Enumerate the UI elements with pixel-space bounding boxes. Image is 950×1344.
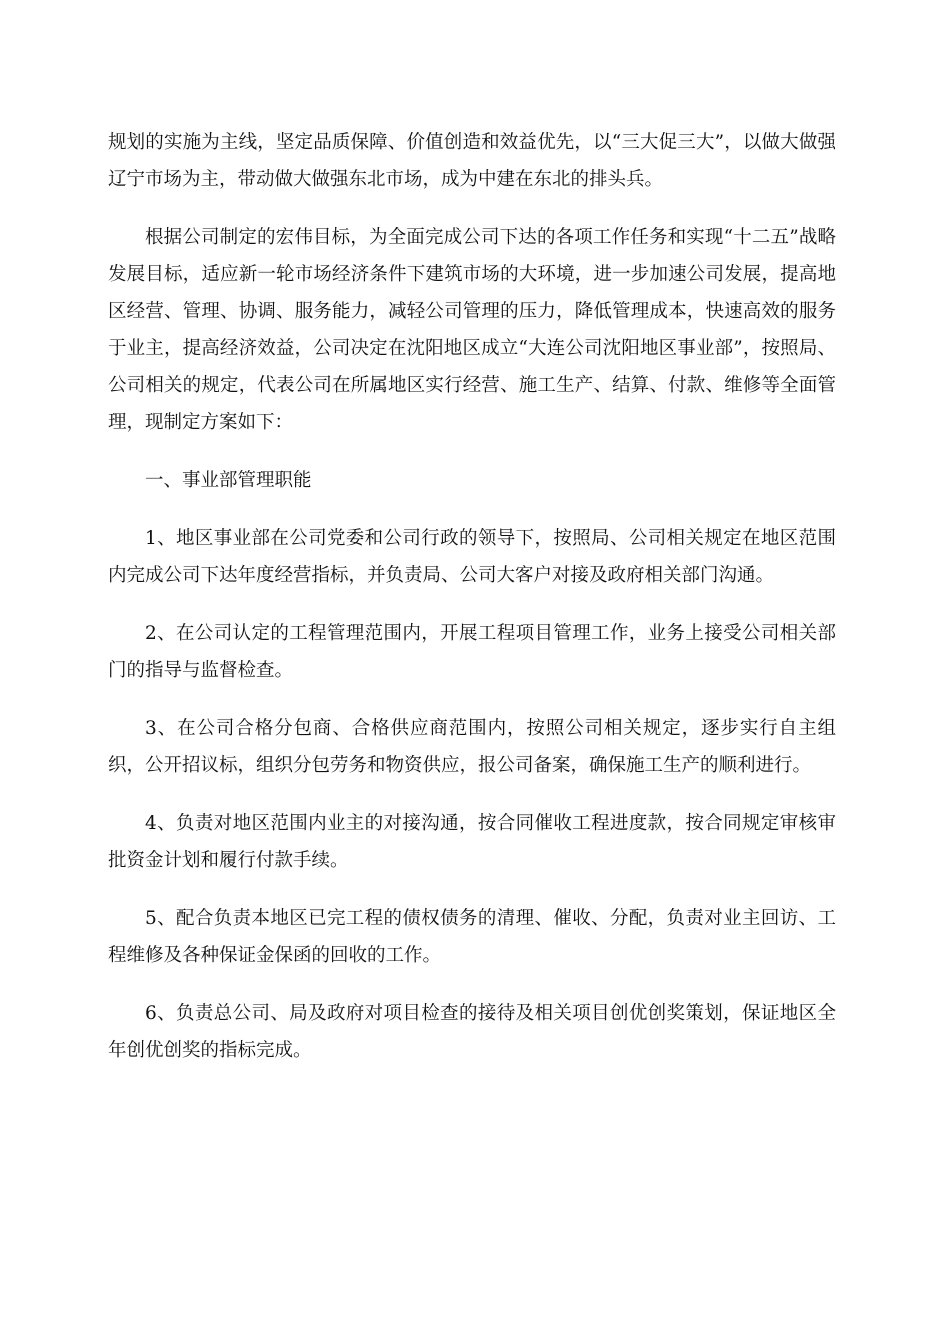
section-heading: 一、事业部管理职能: [145, 470, 312, 491]
document-body: [108, 124, 836, 1090]
list-item-6: 6、负责总公司、局及政府对项目检查的接待及相关项目创优创奖策划，保证地区全年创优创奖的指标完成。: [108, 1003, 836, 1061]
paragraph-intro: 根据公司制定的宏伟目标，为全面完成公司下达的各项工作任务和实现“十二五”战略发展目标，适应新一轮市场经济条件下建筑市场的大环境，进一步加速公司发展，提高地区经营、管理、协调、服务能力，减轻公司管理的压力，降低管理成本，快速高效的服务于业主，提高经济效益，公司决定在沈阳地区成立“大连公司沈阳地区事业部”，按照局、公司相关的规定，代表公司在所属地区实行经营、施工生产、结算、付款、维修等全面管理，现制定方案如下：: [108, 227, 836, 433]
list-item-1: 1、地区事业部在公司党委和公司行政的领导下，按照局、公司相关规定在地区范围内完成公司下达年度经营指标，并负责局、公司大客户对接及政府相关部门沟通。: [108, 528, 836, 586]
list-item-5: 5、配合负责本地区已完工程的债权债务的清理、催收、分配，负责对业主回访、工程维修及各种保证金保函的回收的工作。: [108, 908, 836, 966]
list-item-2: 2、在公司认定的工程管理范围内，开展工程项目管理工作，业务上接受公司相关部门的指导与监督检查。: [108, 623, 836, 681]
list-item-4: 4、负责对地区范围内业主的对接沟通，按合同催收工程进度款，按合同规定审核审批资金计划和履行付款手续。: [108, 813, 836, 871]
list-item-3: 3、在公司合格分包商、合格供应商范围内，按照公司相关规定，逐步实行自主组织，公开招议标，组织分包劳务和物资供应，报公司备案，确保施工生产的顺利进行。: [108, 718, 836, 776]
paragraph-continuation: 规划的实施为主线，坚定品质保障、价值创造和效益优先，以“三大促三大”，以做大做强辽宁市场为主，带动做大做强东北市场，成为中建在东北的排头兵。: [108, 132, 836, 190]
